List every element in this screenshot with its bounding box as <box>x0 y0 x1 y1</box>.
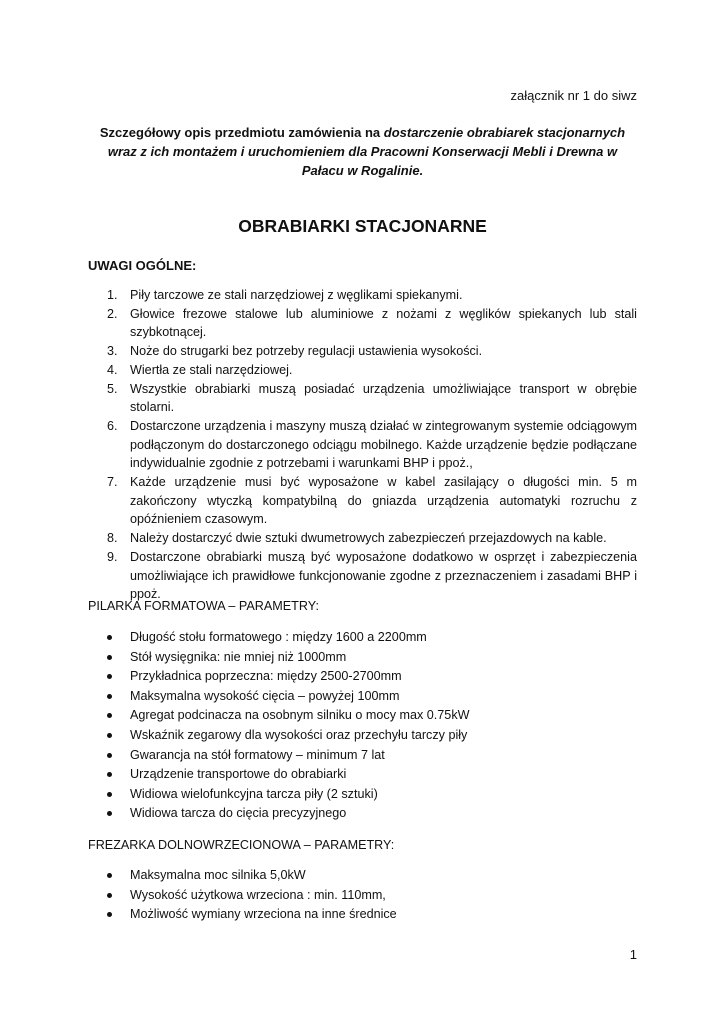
list-item <box>88 726 637 746</box>
item-number: 6. <box>107 418 118 433</box>
item-text: Wiertła ze stali narzędziowej. <box>130 362 293 377</box>
intro-subject: dostarczenie obrabiarek stacjonarnych wraz z ich montażem i uruchomieniem dla Pracowni Konserwacji Mebli i Drewna w Pałacu w Rogalinie. <box>107 125 626 178</box>
item-text: Każde urządzenie musi być wyposażone w kabel zasilający o długości min. 5 m zakończony wtyczką kompatybilną do gniazda urządzenia automatyki rozruchu z opóźnieniem czasowym. <box>130 475 637 527</box>
item-text: Urządzenie transportowe do obrabiarki <box>130 767 347 782</box>
bullet-icon <box>107 635 112 640</box>
list-item <box>88 342 637 361</box>
router-parameters-list <box>88 866 637 925</box>
bullet-icon <box>107 792 112 797</box>
general-notes-list <box>88 286 637 604</box>
item-number: 9. <box>107 549 118 564</box>
list-item <box>88 804 637 824</box>
list-item <box>88 667 637 687</box>
bullet-icon <box>107 811 112 816</box>
list-item <box>88 886 637 906</box>
item-text: Stół wysięgnika: nie mniej niż 1000mm <box>130 649 347 664</box>
router-parameters-heading: FREZARKA DOLNOWRZECIONOWA – PARAMETRY: <box>88 838 395 852</box>
item-text: Dostarczone obrabiarki muszą być wyposażone dodatkowo w osprzęt i zabezpieczenia umożliwiające ich prawidłowe funkcjonowanie zgodne z przeznaczeniem i zasadami BHP i ppoż. <box>130 549 637 602</box>
bullet-icon <box>107 753 112 758</box>
bullet-icon <box>107 674 112 679</box>
list-item <box>88 866 637 886</box>
list-item <box>88 905 637 925</box>
bullet-icon <box>107 912 112 917</box>
item-text: Wskaźnik zegarowy dla wysokości oraz przechyłu tarczy piły <box>130 727 468 742</box>
page-title: OBRABIARKI STACJONARNE <box>238 216 487 236</box>
item-text: Widiowa wielofunkcyjna tarcza piły (2 sztuki) <box>130 786 378 801</box>
bullet-icon <box>107 694 112 699</box>
item-text: Dostarczone urządzenia i maszyny muszą działać w zintegrowanym systemie odciągowym podłączonym do dostarczonego odciągu mobilnego. Każde urządzenie będzie podłączane indywidualnie zgodnie z potrzebami i warunkami BHP i ppoż., <box>130 418 637 471</box>
item-text: Długość stołu formatowego : między 1600 a 2200mm <box>130 630 427 644</box>
item-number: 2. <box>107 306 118 321</box>
list-item <box>88 361 637 380</box>
list-item <box>88 706 637 726</box>
annex-label: załącznik nr 1 do siwz <box>510 88 637 103</box>
list-item <box>88 473 637 529</box>
item-number: 5. <box>107 381 118 396</box>
item-number: 1. <box>107 288 118 302</box>
list-item <box>88 765 637 785</box>
saw-parameters-list <box>88 628 637 824</box>
item-text: Maksymalna wysokość cięcia – powyżej 100mm <box>130 688 400 703</box>
bullet-icon <box>107 733 112 738</box>
general-notes-heading: UWAGI OGÓLNE: <box>88 258 197 273</box>
list-item <box>88 380 637 417</box>
bullet-icon <box>107 772 112 777</box>
item-text: Gwarancja na stół formatowy – minimum 7 lat <box>130 747 385 762</box>
item-number: 4. <box>107 362 118 377</box>
item-text: Widiowa tarcza do cięcia precyzyjnego <box>130 806 347 821</box>
item-number: 7. <box>107 475 118 490</box>
intro-paragraph <box>88 123 637 180</box>
item-text: Agregat podcinacza na osobnym silniku o mocy max 0.75kW <box>130 708 470 723</box>
list-item <box>88 529 637 548</box>
item-text: Maksymalna moc silnika 5,0kW <box>130 868 306 882</box>
item-number: 3. <box>107 344 118 359</box>
list-item <box>88 417 637 473</box>
list-item <box>88 785 637 805</box>
item-text: Należy dostarczyć dwie sztuki dwumetrowych zabezpieczeń przejazdowych na kable. <box>130 531 607 546</box>
item-text: Piły tarczowe ze stali narzędziowej z węglikami spiekanymi. <box>130 288 463 302</box>
item-text: Przykładnica poprzeczna: między 2500-2700mm <box>130 669 402 684</box>
list-item <box>88 628 637 648</box>
list-item <box>88 548 637 604</box>
bullet-icon <box>107 893 112 898</box>
list-item <box>88 286 637 305</box>
bullet-icon <box>107 713 112 718</box>
intro-lead: Szczegółowy opis przedmiotu zamówienia na <box>99 125 384 140</box>
item-number: 8. <box>107 531 118 546</box>
item-text: Możliwość wymiany wrzeciona na inne średnice <box>130 907 397 922</box>
list-item <box>88 648 637 668</box>
list-item <box>88 687 637 707</box>
item-text: Głowice frezowe stalowe lub aluminiowe z nożami z węglików spiekanych lub stali szybkotnącej. <box>130 306 637 340</box>
list-item <box>88 305 637 342</box>
list-item <box>88 746 637 766</box>
page-number: 1 <box>629 947 637 962</box>
saw-parameters-heading: PILARKA FORMATOWA – PARAMETRY: <box>88 599 319 613</box>
bullet-icon <box>107 655 112 660</box>
item-text: Wysokość użytkowa wrzeciona : min. 110mm, <box>130 887 386 902</box>
item-text: Wszystkie obrabiarki muszą posiadać urządzenia umożliwiające transport w obrębie stolarni. <box>130 381 637 415</box>
item-text: Noże do strugarki bez potrzeby regulacji ustawienia wysokości. <box>130 344 483 359</box>
bullet-icon <box>107 873 112 878</box>
